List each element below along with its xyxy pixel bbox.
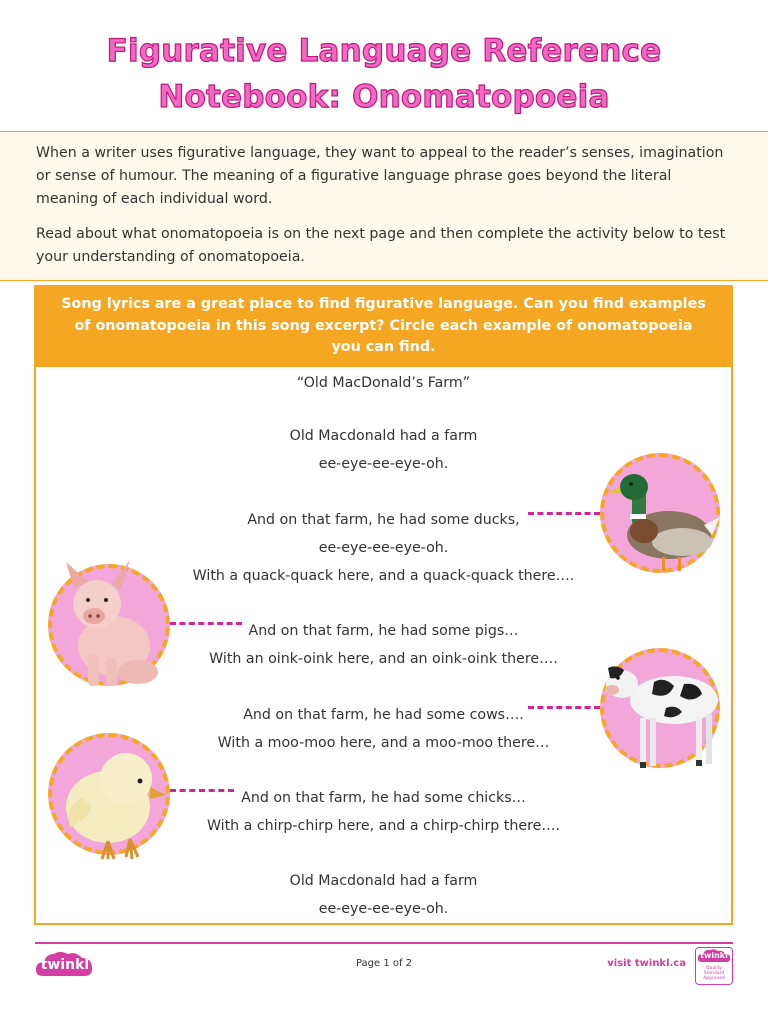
lyric-line-3: And on that farm, he had some ducks,	[247, 512, 520, 528]
chick-connector	[170, 789, 234, 792]
page-title-line-1: Figurative Language Reference	[106, 33, 662, 69]
chick-image	[48, 733, 170, 855]
lyric-line-13: ee-eye-ee-eye-oh.	[318, 901, 449, 917]
badge-subtitle: Quality Standard Approved	[703, 966, 725, 981]
instruction-line-2: of onomatopoeia in this song excerpt? Circle each example of onomatopoeia	[74, 318, 693, 334]
activity-instructions	[36, 287, 731, 367]
page-title-line-2: Notebook: Onomatopoeia	[158, 79, 610, 115]
lyric-line-7: With an oink-oink here, and an oink-oink there….	[209, 651, 558, 667]
cow-image	[600, 648, 720, 768]
intro-paragraph-1-line-3: meaning of each individual word.	[36, 191, 273, 207]
intro-section	[0, 131, 768, 281]
page-number: Page 1 of 2	[355, 958, 413, 969]
pig-connector	[170, 622, 242, 625]
quality-badge	[695, 947, 733, 985]
cow-icon	[604, 652, 724, 772]
intro-paragraph-1-line-1: When a writer uses figurative language, they want to appeal to the reader’s senses, imagination	[36, 145, 724, 161]
intro-paragraph-2-line-1: Read about what onomatopoeia is on the next page and then complete the activity below to test	[36, 226, 726, 242]
lyric-line-10: And on that farm, he had some chicks…	[241, 790, 526, 806]
badge-title: twinkl	[700, 951, 728, 960]
duck-icon	[604, 457, 724, 577]
lyric-line-2: ee-eye-ee-eye-oh.	[318, 456, 449, 472]
duck-connector	[528, 512, 600, 515]
lyric-line-6: And on that farm, he had some pigs…	[248, 623, 519, 639]
pig-icon	[52, 568, 174, 690]
lyric-line-5: With a quack-quack here, and a quack-quack there….	[192, 568, 575, 584]
lyric-line-9: With a moo-moo here, and a moo-moo there…	[217, 735, 550, 751]
logo-text: twinkl	[40, 957, 90, 973]
cow-connector	[528, 706, 600, 709]
lyric-line-11: With a chirp-chirp here, and a chirp-chirp there….	[206, 818, 561, 834]
footer-divider	[35, 942, 733, 944]
song-title: “Old MacDonald’s Farm”	[296, 375, 471, 391]
lyric-line-1: Old Macdonald had a farm	[289, 428, 478, 444]
lyric-line-12: Old Macdonald had a farm	[289, 873, 478, 889]
duck-image	[600, 453, 720, 573]
visit-link[interactable]: visit twinkl.ca	[607, 958, 686, 969]
instruction-line-1: Song lyrics are a great place to find figurative language. Can you find examples	[61, 296, 706, 312]
intro-paragraph-1-line-2: or sense of humour. The meaning of a figurative language phrase goes beyond the literal	[36, 168, 672, 184]
chick-icon	[52, 737, 174, 859]
lyric-line-4: ee-eye-ee-eye-oh.	[318, 540, 449, 556]
pig-image	[48, 564, 170, 686]
lyric-line-8: And on that farm, he had some cows….	[243, 707, 524, 723]
instruction-line-3: you can find.	[331, 339, 436, 355]
intro-paragraph-2-line-2: your understanding of onomatopoeia.	[36, 249, 305, 265]
